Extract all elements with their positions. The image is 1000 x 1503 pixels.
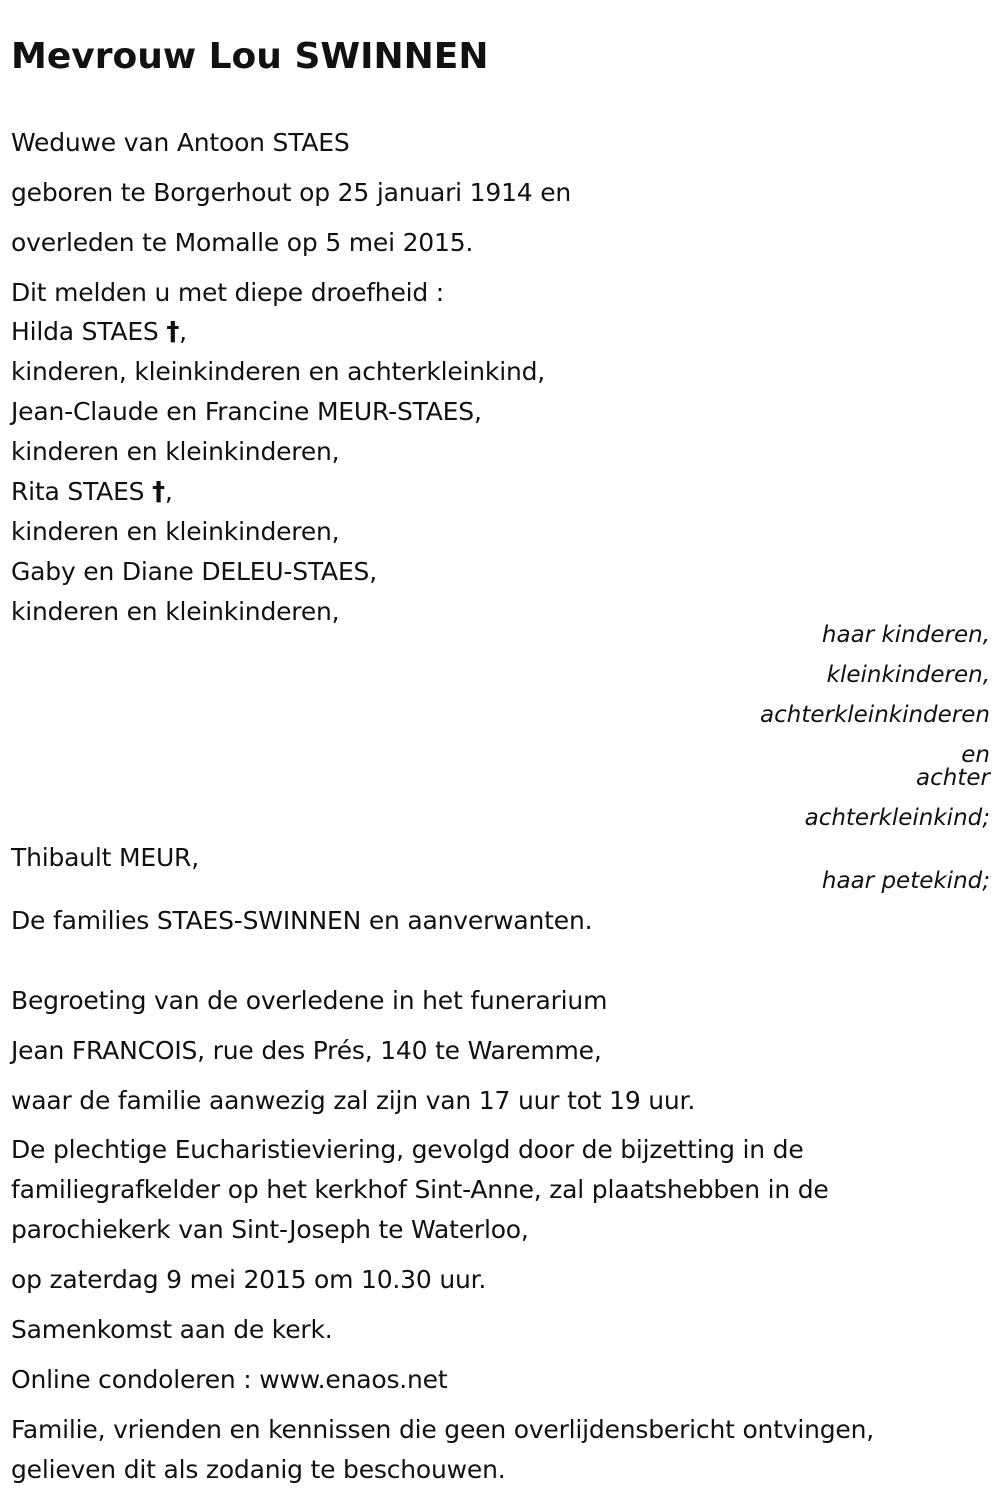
condolences-line: Online condoleren : www.enaos.net [11,1365,448,1394]
closing-line-1: Familie, vrienden en kennissen die geen overlijdensbericht ontvingen, [11,1415,875,1444]
godchild-name: Thibault MEUR, [11,843,199,872]
page-title: Mevrouw Lou SWINNEN [11,36,489,77]
family-jean-claude-children: kinderen en kleinkinderen, [11,437,340,466]
born-line: geboren te Borgerhout op 25 januari 1914 en [11,178,572,207]
family-rita-suffix: , [164,477,173,506]
viewing-line-2: Jean FRANCOIS, rue des Prés, 140 te Waremme, [11,1036,602,1065]
gathering-line: Samenkomst aan de kerk. [11,1315,333,1344]
ceremony-line-3: parochiekerk van Sint-Joseph te Waterloo, [11,1215,529,1244]
relation-line-6: achterkleinkind; [804,805,990,831]
relation-line-2: kleinkinderen, [826,662,990,688]
relation-line-1: haar kinderen, [821,622,990,648]
godchild-relation: haar petekind; [821,868,990,894]
relation-line-3: achterkleinkinderen [760,702,990,728]
family-gaby: Gaby en Diane DELEU-STAES, [11,557,377,586]
relation-line-4: en [961,742,990,768]
family-hilda-suffix: , [179,317,187,346]
relation-line-5: achter [916,765,990,791]
ceremony-line-2: familiegrafkelder op het kerkhof Sint-Anne, zal plaatshebben in de [11,1175,829,1204]
viewing-line-1: Begroeting van de overledene in het funerarium [11,986,608,1015]
family-rita-children: kinderen en kleinkinderen, [11,517,340,546]
family-jean-claude: Jean-Claude en Francine MEUR-STAES, [11,397,482,426]
ceremony-line-1: De plechtige Eucharistieviering, gevolgd door de bijzetting in de [11,1135,804,1164]
died-line: overleden te Momalle op 5 mei 2015. [11,228,474,257]
family-hilda-line [11,317,187,347]
cross-icon: † [152,477,165,507]
family-rita-name: Rita STAES [11,477,145,506]
widow-line: Weduwe van Antoon STAES [11,128,350,157]
closing-line-2: gelieven dit als zodanig te beschouwen. [11,1455,506,1484]
announce-line: Dit melden u met diepe droefheid : [11,278,445,307]
family-rita-line [11,477,173,507]
cross-icon: † [166,317,180,347]
family-gaby-children: kinderen en kleinkinderen, [11,597,340,626]
family-hilda-name: Hilda STAES [11,317,159,346]
ceremony-date-line: op zaterdag 9 mei 2015 om 10.30 uur. [11,1265,487,1294]
families-line: De families STAES-SWINNEN en aanverwanten. [11,906,593,935]
viewing-line-3: waar de familie aanwezig zal zijn van 17 uur tot 19 uur. [11,1086,696,1115]
family-hilda-children: kinderen, kleinkinderen en achterkleinkind, [11,357,546,386]
